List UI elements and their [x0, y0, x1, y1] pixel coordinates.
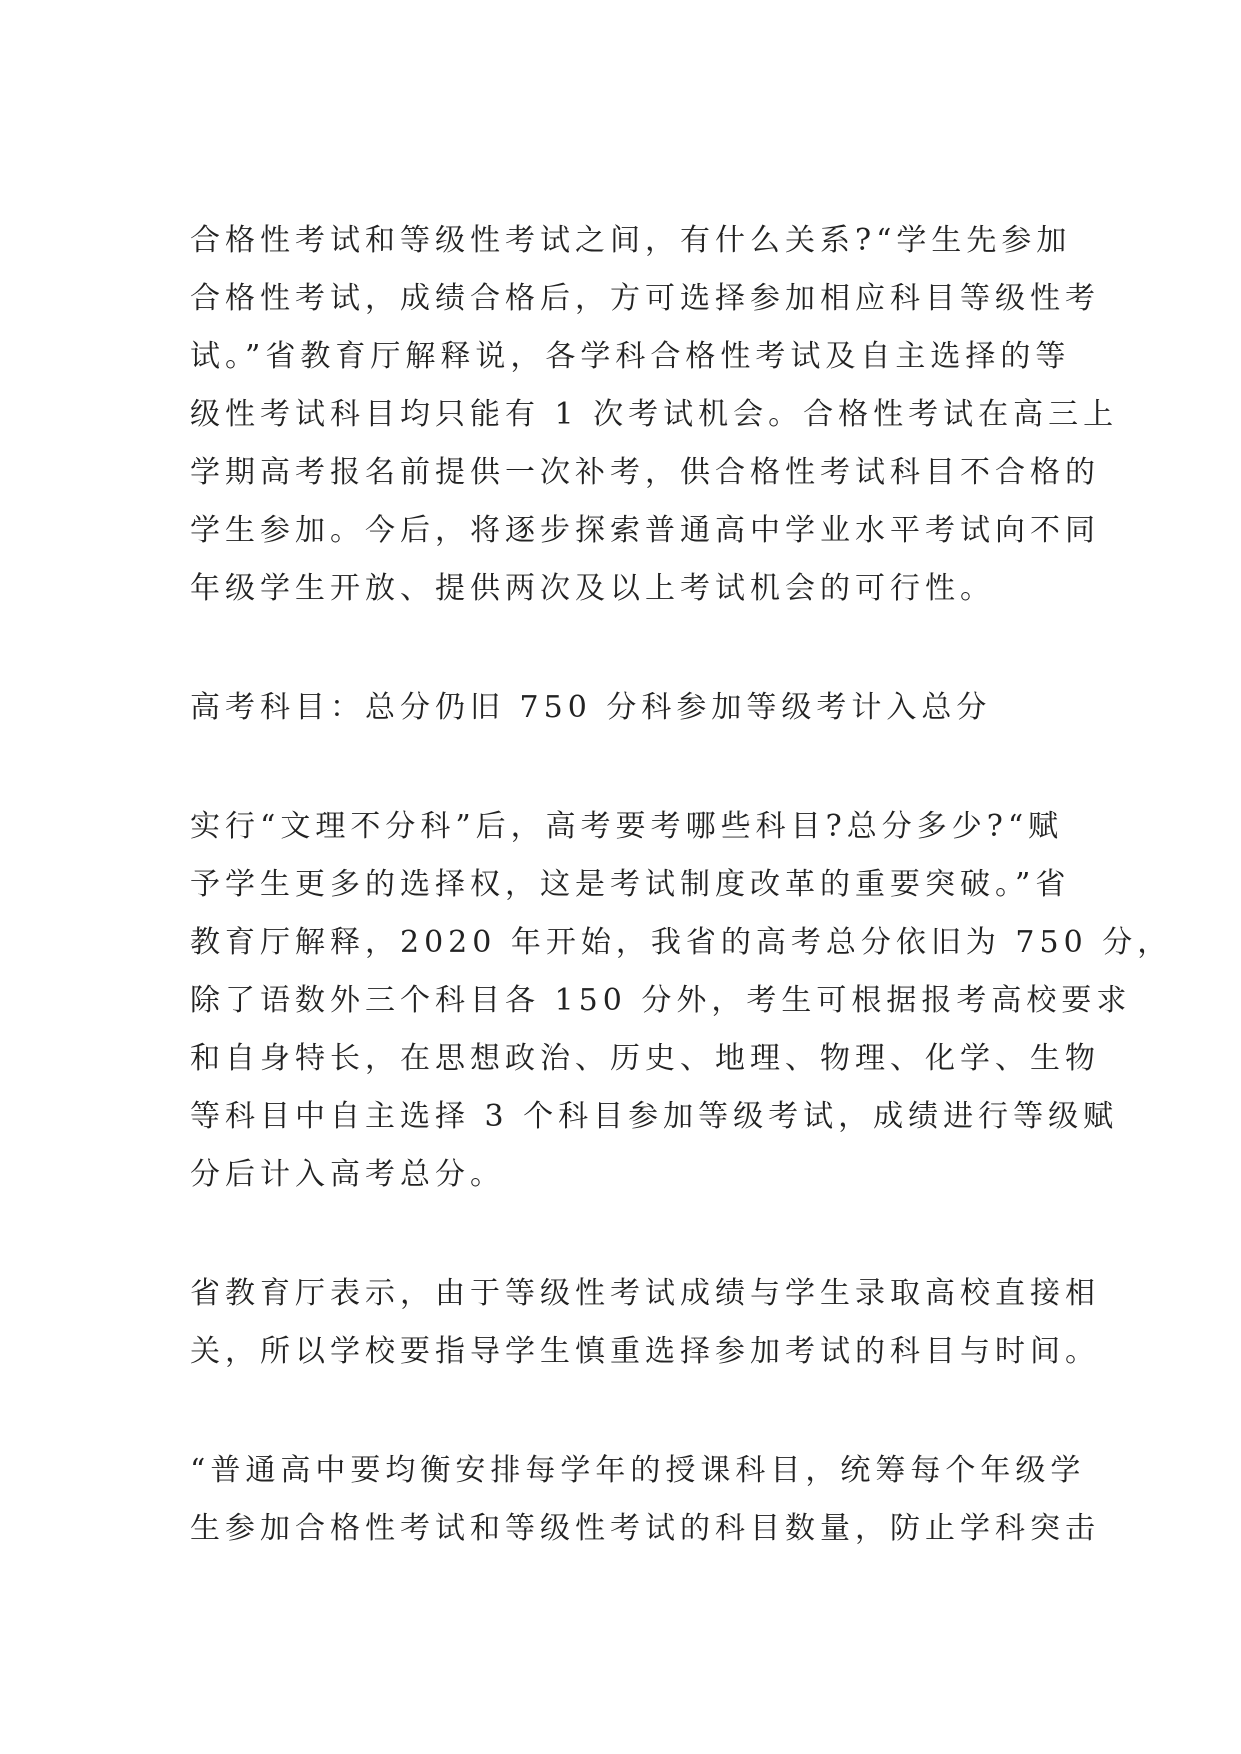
- paragraph-course-scheduling: [190, 1442, 1100, 1558]
- text-line: 予学生更多的选择权，这是考试制度改革的重要突破。”省: [190, 867, 1071, 902]
- text-line: 试。”省教育厅解释说，各学科合格性考试及自主选择的等: [190, 339, 1071, 374]
- text-line: 省教育厅表示，由于等级性考试成绩与学生录取高校直接相: [190, 1276, 1100, 1311]
- text-line: 级性考试科目均只能有 1 次考试机会。合格性考试在高三上: [190, 397, 1119, 432]
- text-line: 关，所以学校要指导学生慎重选择参加考试的科目与时间。: [190, 1334, 1100, 1369]
- text-line: “普通高中要均衡安排每学年的授课科目，统筹每个年级学: [190, 1453, 1086, 1488]
- text-line: 合格性考试，成绩合格后，方可选择参加相应科目等级性考: [190, 281, 1100, 316]
- text-line: 分后计入高考总分。: [190, 1157, 505, 1192]
- text-line: 实行“文理不分科”后，高考要考哪些科目?总分多少?“赋: [190, 809, 1064, 844]
- heading-line: 高考科目：总分仍旧 750 分科参加等级考计入总分: [190, 690, 992, 725]
- text-line: 合格性考试和等级性考试之间，有什么关系?“学生先参加: [190, 223, 1072, 258]
- text-line: 生参加合格性考试和等级性考试的科目数量，防止学科突击: [190, 1511, 1100, 1546]
- text-line: 学生参加。今后，将逐步探索普通高中学业水平考试向不同: [190, 513, 1100, 548]
- text-line: 除了语数外三个科目各 150 分外，考生可根据报考高校要求: [190, 983, 1132, 1018]
- paragraph-exam-relationship: [190, 212, 1119, 618]
- text-line: 等科目中自主选择 3 个科目参加等级考试，成绩进行等级赋: [190, 1099, 1119, 1134]
- paragraph-exam-subjects: [190, 798, 1173, 1204]
- text-line: 教育厅解释，2020 年开始，我省的高考总分依旧为 750 分，: [190, 925, 1173, 960]
- text-line: 年级学生开放、提供两次及以上考试机会的可行性。: [190, 571, 995, 606]
- document-body: [190, 212, 1173, 1619]
- section-heading: [190, 679, 1070, 737]
- paragraph-subject-choice: [190, 1265, 1100, 1381]
- text-line: 学期高考报名前提供一次补考，供合格性考试科目不合格的: [190, 455, 1100, 490]
- text-line: 和自身特长，在思想政治、历史、地理、物理、化学、生物: [190, 1041, 1100, 1076]
